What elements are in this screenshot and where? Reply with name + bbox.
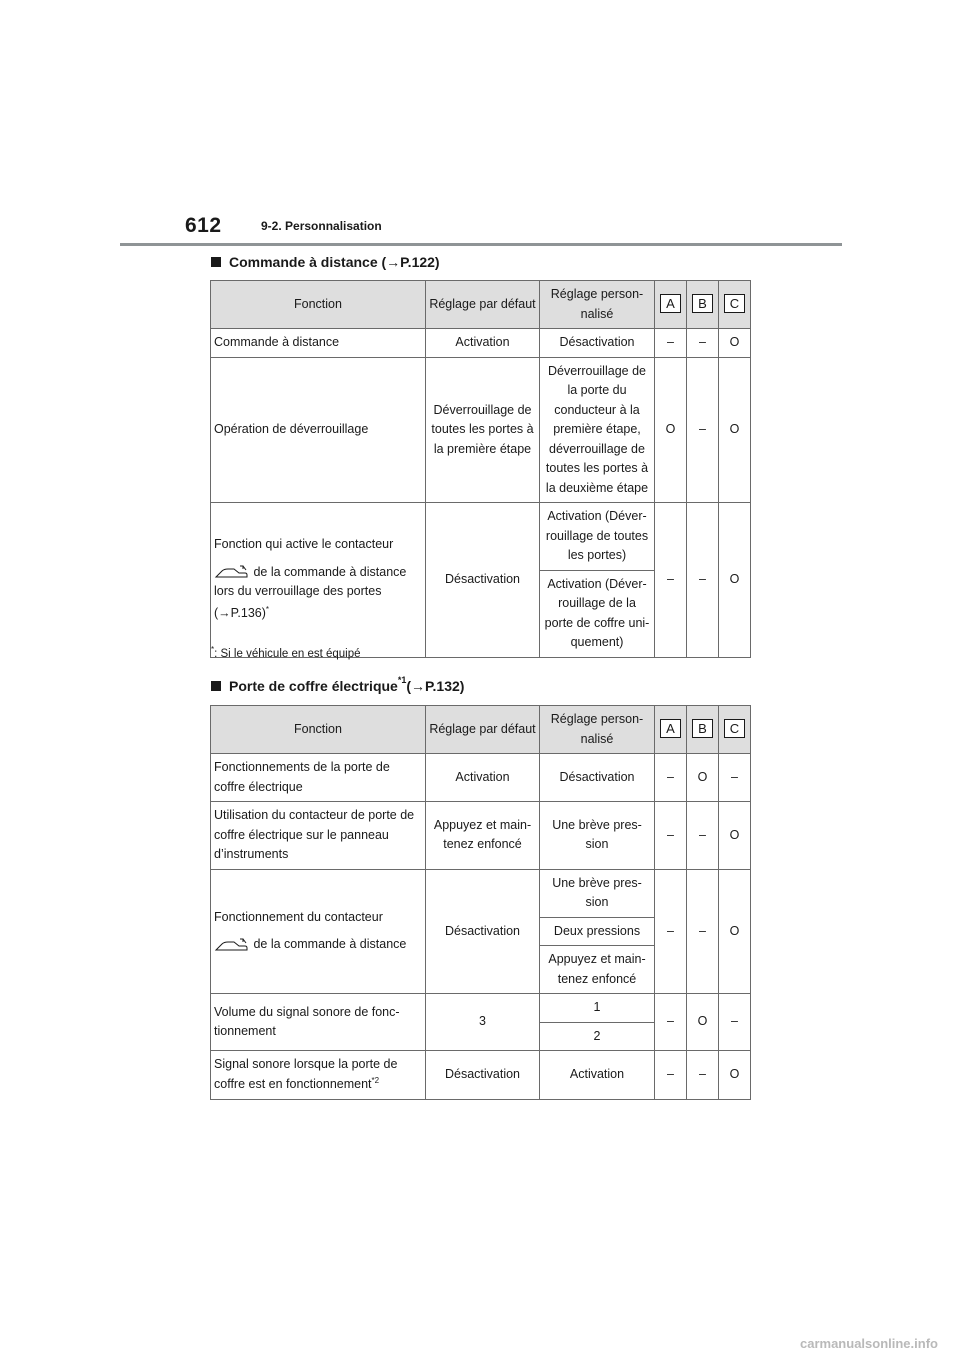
letter-a-box: A xyxy=(660,719,681,738)
col-header-b xyxy=(687,281,719,329)
cell-custom: Deux pressions xyxy=(540,917,655,946)
cell-custom: 1 xyxy=(540,994,655,1023)
cell-b: – xyxy=(687,802,719,870)
letter-b-box: B xyxy=(692,719,713,738)
col-header-custom: Réglage person-nalisé xyxy=(540,281,655,329)
cell-c: O xyxy=(719,869,751,994)
cell-c: O xyxy=(719,357,751,503)
function-line-text: de la commande à distance lors du verrouillage des portes xyxy=(214,564,407,599)
table-row xyxy=(211,1051,751,1100)
table-row xyxy=(211,503,751,571)
cell-function: Opération de déverrouillage xyxy=(211,357,426,503)
cell-c: O xyxy=(719,802,751,870)
cell-b: O xyxy=(687,754,719,802)
cell-function: Utilisation du contacteur de porte de coffre électrique sur le panneau d’instruments xyxy=(211,802,426,870)
function-line: Fonction qui active le contacteur xyxy=(214,537,394,552)
cell-default: Désactivation xyxy=(426,1051,540,1100)
table-row xyxy=(211,357,751,503)
section-heading-power-tailgate xyxy=(211,675,465,694)
col-header-b xyxy=(687,706,719,754)
page-number: 612 xyxy=(185,214,222,237)
letter-c-box: C xyxy=(724,294,745,313)
cell-a: – xyxy=(655,994,687,1051)
cell-c: – xyxy=(719,754,751,802)
footnote-marker: *2 xyxy=(371,1075,380,1085)
col-header-function: Fonction xyxy=(211,706,426,754)
cell-b: – xyxy=(687,503,719,658)
footnote-text: : Si le véhicule en est équipé xyxy=(214,648,361,660)
cell-a: O xyxy=(655,357,687,503)
cell-default: Activation xyxy=(426,329,540,358)
col-header-c xyxy=(719,281,751,329)
square-bullet-icon xyxy=(211,257,221,267)
function-line: Fonctionnement du contacteur xyxy=(214,909,383,924)
cell-c: O xyxy=(719,1051,751,1100)
function-line xyxy=(214,935,422,955)
chapter-title: 9-2. Personnalisation xyxy=(261,219,382,233)
cell-custom: 2 xyxy=(540,1022,655,1051)
cell-a: – xyxy=(655,869,687,994)
remote-settings-table xyxy=(210,280,751,658)
cell-c: O xyxy=(719,503,751,658)
col-header-default: Réglage par défaut xyxy=(426,706,540,754)
cell-a: – xyxy=(655,503,687,658)
function-line xyxy=(214,563,422,602)
footnote xyxy=(211,645,361,660)
cell-default: Déverrouillage de toutes les portes à la première étape xyxy=(426,357,540,503)
table-row xyxy=(211,994,751,1023)
power-tailgate-settings-table xyxy=(210,705,751,1100)
cell-b: O xyxy=(687,994,719,1051)
function-line-text: de la commande à distance xyxy=(250,937,407,952)
cell-function xyxy=(211,503,426,658)
cell-default: Appuyez et main-tenez enfoncé xyxy=(426,802,540,870)
cell-a: – xyxy=(655,754,687,802)
site-watermark: carmanualsonline.info xyxy=(800,1336,938,1351)
cell-a: – xyxy=(655,329,687,358)
col-header-a xyxy=(655,706,687,754)
cell-default: Désactivation xyxy=(426,869,540,994)
letter-a-box: A xyxy=(660,294,681,313)
cell-function-text: Signal sonore lorsque la porte de coffre est en fonctionnement xyxy=(214,1057,398,1091)
cell-custom: Désactivation xyxy=(540,754,655,802)
table-row xyxy=(211,802,751,870)
car-with-key-icon xyxy=(214,937,250,953)
cell-function: Commande à distance xyxy=(211,329,426,358)
col-header-a xyxy=(655,281,687,329)
col-header-custom: Réglage person-nalisé xyxy=(540,706,655,754)
cell-b: – xyxy=(687,1051,719,1100)
table-header-row xyxy=(211,281,751,329)
cell-a: – xyxy=(655,802,687,870)
cell-custom: Activation xyxy=(540,1051,655,1100)
table-header-row xyxy=(211,706,751,754)
car-with-key-icon xyxy=(214,564,250,580)
cell-function xyxy=(211,869,426,994)
col-header-function: Fonction xyxy=(211,281,426,329)
table-row xyxy=(211,754,751,802)
page-reference: (→P.132) xyxy=(406,678,465,694)
cell-custom: Désactivation xyxy=(540,329,655,358)
cell-c: O xyxy=(719,329,751,358)
cell-custom: Une brève pres-sion xyxy=(540,869,655,917)
cell-default: Désactivation xyxy=(426,503,540,658)
cell-b: – xyxy=(687,869,719,994)
table-row xyxy=(211,329,751,358)
cell-custom: Appuyez et main-tenez enfoncé xyxy=(540,946,655,994)
cell-b: – xyxy=(687,357,719,503)
cell-custom: Activation (Déver-rouillage de toutes les portes) xyxy=(540,503,655,571)
cell-default: Activation xyxy=(426,754,540,802)
col-header-default: Réglage par défaut xyxy=(426,281,540,329)
cell-function xyxy=(211,1051,426,1100)
section-heading-text: Commande à distance (→P.122) xyxy=(229,254,440,270)
letter-b-box: B xyxy=(692,294,713,313)
col-header-c xyxy=(719,706,751,754)
cell-c: – xyxy=(719,994,751,1051)
cell-default: 3 xyxy=(426,994,540,1051)
section-heading-text: Porte de coffre électrique xyxy=(229,678,398,694)
footnote-marker: * xyxy=(211,645,215,654)
letter-c-box: C xyxy=(724,719,745,738)
cell-function: Fonctionnements de la porte de coffre électrique xyxy=(211,754,426,802)
square-bullet-icon xyxy=(211,681,221,691)
cell-a: – xyxy=(655,1051,687,1100)
cell-function: Volume du signal sonore de fonc-tionnement xyxy=(211,994,426,1051)
cell-custom: Déverrouillage de la porte du conducteur à la première étape, déverrouillage de toutes les portes à la deuxième étape xyxy=(540,357,655,503)
cell-custom: Une brève pres-sion xyxy=(540,802,655,870)
table-row xyxy=(211,869,751,917)
page-reference: (→P.136) xyxy=(214,605,266,620)
cell-b: – xyxy=(687,329,719,358)
footnote-marker: *1 xyxy=(397,675,407,685)
section-heading-remote xyxy=(211,254,440,270)
function-ref xyxy=(214,604,422,625)
cell-custom: Activation (Déver-rouillage de la porte de coffre uni-quement) xyxy=(540,570,655,657)
footnote-marker: * xyxy=(265,604,270,614)
header-rule xyxy=(120,243,842,246)
